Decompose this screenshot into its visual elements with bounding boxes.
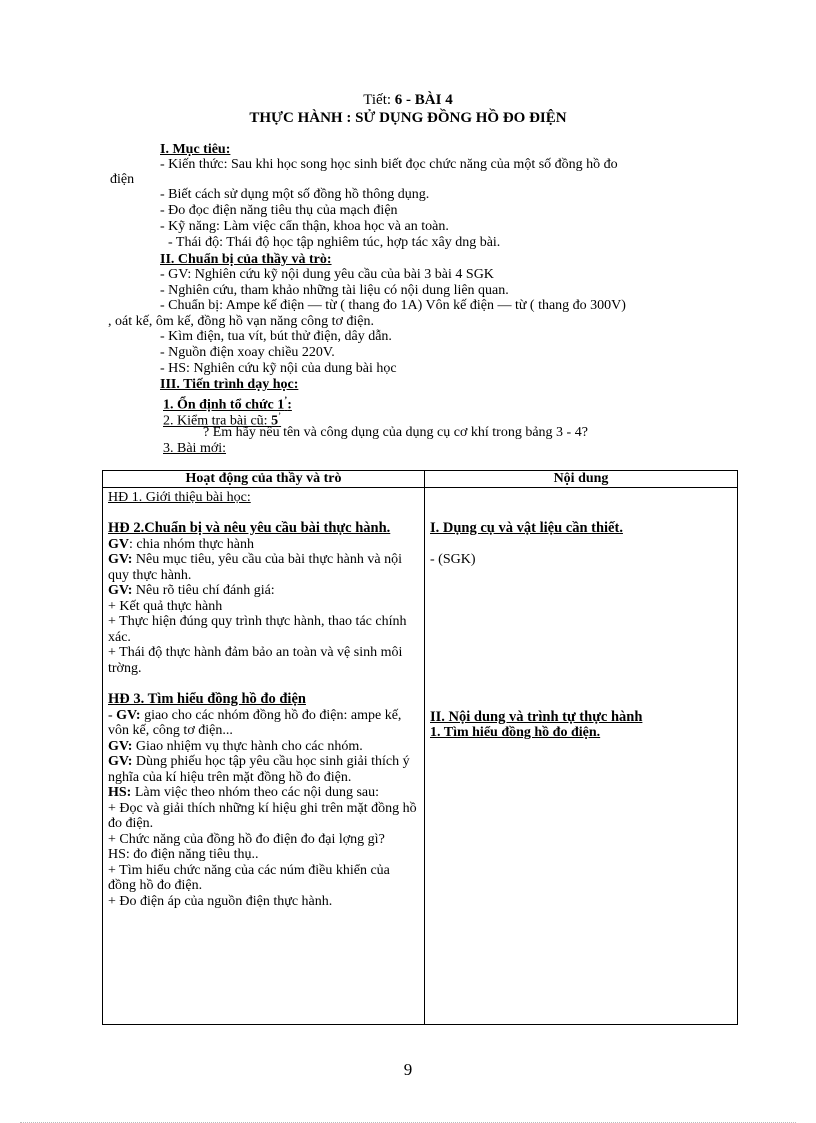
review-question: ? Em hãy nêu tên và công dụng của dụng cụ cơ khí trong bảng 3 - 4? — [203, 425, 588, 440]
step-review-num: 5 — [271, 413, 279, 429]
activity-3-line: + Đo điện áp của nguồn điện thực hành. — [108, 893, 333, 909]
prep-equipment: - Chuẩn bị: Ampe kế điện — từ ( thang đo 1A) Vôn kế điện — từ ( thang đo 300V) — [160, 298, 626, 313]
activity-3-line: + Đọc và giải thích những kí hiệu ghi trên mặt đồng hồ đo điện. — [108, 800, 417, 831]
content-cell — [425, 487, 738, 1025]
prep-gv: - GV: Nghiên cứu kỹ nội dung yêu cầu của bài 3 bài 4 SGK — [160, 267, 494, 282]
prep-research: - Nghiên cứu, tham khảo những tài liệu có nội dung liên quan. — [160, 283, 509, 298]
table-row — [103, 487, 738, 1025]
lesson-bai: BÀI 4 — [414, 92, 453, 108]
lesson-num: 6 — [394, 92, 403, 108]
step-organize-minute: ’ — [284, 395, 288, 405]
activity-3-line: HS: Làm việc theo nhóm theo các nội dung sau: — [108, 785, 379, 800]
activity-2: HĐ 2.Chuẩn bị và nêu yêu cầu bài thực hành. — [108, 520, 391, 536]
activity-2-line: GV: Nêu mục tiêu, yêu cầu của bài thực hành và nội quy thực hành. — [108, 552, 402, 583]
content-sgk: - (SGK) — [430, 552, 476, 567]
activity-2-line: GV: chia nhóm thực hành — [108, 536, 255, 552]
content-subsection-1: 1. Tìm hiểu đồng hồ đo điện. — [430, 725, 601, 740]
step-organize-text: 1. Ổn định tổ chức 1 — [163, 397, 285, 413]
col-activities-header: Hoạt động của thầy và trò — [103, 471, 425, 488]
activity-1: HĐ 1. Giới thiệu bài học: — [108, 489, 251, 505]
content-section-1: I. Dụng cụ và vật liệu cần thiết. — [430, 519, 623, 536]
activity-2-line: GV: Nêu rõ tiêu chí đánh giá: — [108, 583, 275, 598]
activity-3-line: GV: Dùng phiếu học tập yêu cầu học sinh giải thích ý nghĩa của kí hiệu trên mặt đồng hồ đo điện. — [108, 754, 410, 785]
activity-2-line: + Thực hiện đúng quy trình thực hành, thao tác chính xác. — [108, 614, 407, 645]
activity-2-line: + Thái độ thực hành đảm bảo an toàn và vệ sinh môi trờng. — [108, 645, 403, 676]
step-organize-colon: : — [287, 397, 292, 413]
col-content-header: Nội dung — [425, 471, 738, 488]
preparation-heading: II. Chuẩn bị của thầy và trò: — [160, 252, 332, 267]
lesson-table — [102, 470, 738, 1025]
activity-3-line: + Chức năng của đồng hồ đo điện đo đại lợng gì? — [108, 831, 385, 847]
prep-power: - Nguồn điện xoay chiều 220V. — [160, 345, 335, 360]
activities-cell — [103, 487, 425, 1025]
lesson-prefix: Tiết: — [363, 92, 395, 108]
prep-tools: - Kìm điện, tua vít, bút thử điện, dây dẫn. — [160, 329, 392, 344]
activity-3-line: GV: Giao nhiệm vụ thực hành cho các nhóm. — [108, 738, 363, 754]
objective-usage: - Biết cách sử dụng một số đồng hồ thông dụng. — [160, 187, 430, 202]
step-new-lesson: 3. Bài mới: — [163, 441, 227, 456]
prep-hs: - HS: Nghiên cứu kỹ nội của dung bài học — [160, 361, 397, 376]
objective-knowledge-wrap: điện — [110, 172, 135, 187]
lesson-sep: - — [402, 92, 415, 108]
objective-knowledge: - Kiến thức: Sau khi học song học sinh biết đọc chức năng của một số đồng hồ đo — [160, 157, 618, 172]
objective-attitude: - Thái độ: Thái độ học tập nghiêm túc, hợp tác xây dng bài. — [168, 235, 501, 250]
step-review-text: 2. Kiểm tra bài cũ: — [163, 413, 272, 429]
table-header-row — [103, 471, 738, 488]
prep-equipment-wrap: , oát kế, ôm kế, đồng hồ vạn năng công tơ điện. — [108, 314, 374, 329]
page-number: 9 — [403, 1060, 413, 1079]
activity-3-line: - GV: giao cho các nhóm đồng hồ đo điện: ampe kế, vôn kế, công tơ điện... — [108, 707, 402, 738]
activity-3-line: + Tìm hiểu chức năng của các núm điều khiển của đồng hồ đo điện. — [108, 862, 390, 893]
content-section-2: II. Nội dung và trình tự thực hành — [430, 708, 643, 725]
objectives-heading: I. Mục tiêu: — [160, 142, 231, 157]
objective-measure: - Đo đọc điện năng tiêu thụ của mạch điện — [160, 203, 398, 218]
objective-skill: - Kỹ năng: Làm việc cẩn thận, khoa học và an toàn. — [160, 219, 449, 234]
page-title: THỰC HÀNH : SỬ DỤNG ĐỒNG HỒ ĐO ĐIỆN — [249, 110, 567, 126]
step-review-minute: ’ — [278, 411, 282, 421]
activity-2-line: + Kết quả thực hành — [108, 598, 223, 614]
process-heading: III. Tiến trình dạy học: — [160, 377, 299, 392]
lesson-number-line — [0, 92, 816, 109]
activity-3-line: HS: đo điện năng tiêu thụ.. — [108, 847, 259, 862]
activity-3: HĐ 3. Tìm hiểu đồng hồ đo điện — [108, 691, 306, 707]
